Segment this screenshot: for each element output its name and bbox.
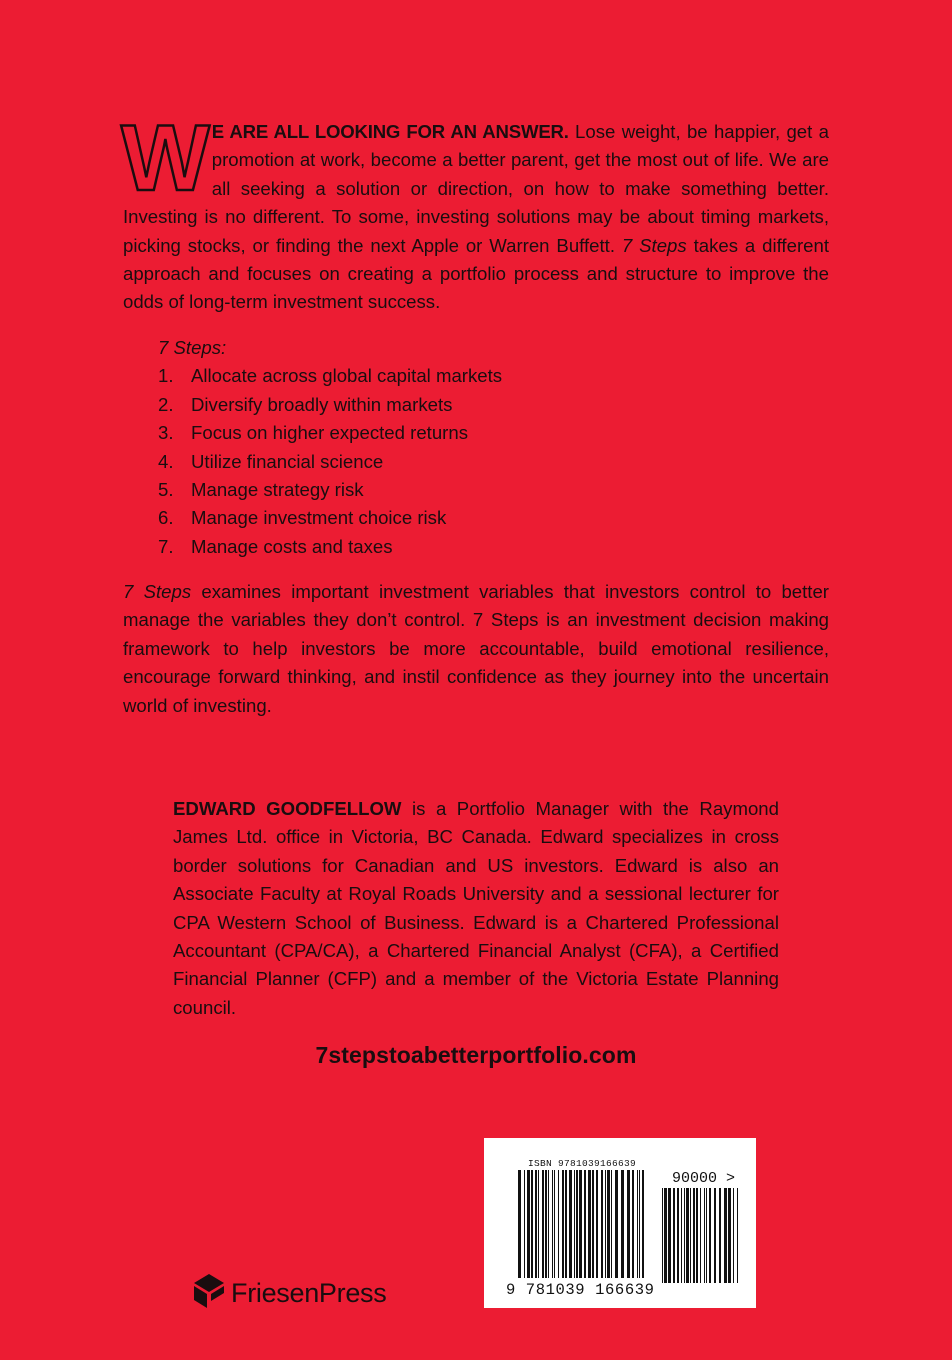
summary-text: examines important investment variables that investors control to better manage the variables they don’t control. 7 Steps is an investment decision making framework to help investors be more accountable, build emotional resilience, encourage forward thinking, and instil confidence as they journey into the uncertain world of investing.: [123, 581, 829, 716]
step-label: Manage investment choice risk: [191, 507, 447, 529]
step-number: 5.: [158, 479, 174, 501]
intro-text-b: takes a different approach and focuses on creating a portfolio process and structure to improve the odds of long-term investment success.: [123, 234, 829, 313]
steps-title: 7 Steps:: [158, 337, 227, 358]
isbn-digits: 9 781039 166639: [506, 1281, 655, 1299]
friesenpress-logo-icon: [193, 1273, 225, 1314]
intro-lead: E ARE ALL LOOKING FOR AN ANSWER.: [211, 121, 569, 142]
author-name: EDWARD GOODFELLOW: [173, 798, 402, 819]
list-item: [158, 504, 658, 532]
step-label: Manage costs and taxes: [191, 535, 393, 557]
step-label: Allocate across global capital markets: [191, 365, 503, 387]
step-number: 3.: [158, 422, 174, 444]
price-code: 90000 >: [672, 1170, 736, 1187]
step-number: 6.: [158, 507, 174, 529]
step-label: Diversify broadly within markets: [191, 393, 453, 415]
list-item: [158, 533, 658, 561]
summary-paragraph: [123, 578, 829, 720]
list-item: [158, 391, 658, 419]
intro-text-a: Lose weight, be happier, get a promotion at work, become a better parent, get the most out of life. We are all seeking a solution or direction, on how to make something better. Investing is no different. To some, investing solutions may be about timing markets, picking stocks, or finding the next Apple or Warren Buffett.: [123, 121, 829, 256]
step-number: 7.: [158, 535, 174, 557]
step-label: Manage strategy risk: [191, 479, 364, 501]
author-bio: [173, 795, 779, 1022]
publisher-logo: [193, 1273, 386, 1314]
list-item: [158, 362, 658, 390]
dropcap-letter: W: [121, 105, 206, 210]
list-item: [158, 448, 658, 476]
step-number: 2.: [158, 393, 174, 415]
author-bio-text: is a Portfolio Manager with the Raymond James Ltd. office in Victoria, BC Canada. Edward specializes in cross border solutions for Canadian and US investors. Edward is also an Associate Faculty at Royal Roads University and a sessional lecturer for CPA Western School of Business. Edward is a Chartered Professional Accountant (CPA/CA), a Chartered Financial Analyst (CFA), a Certified Financial Planner (CFP) and a member of the Victoria Estate Planning council.: [173, 798, 779, 1018]
step-label: Utilize financial science: [191, 450, 384, 472]
intro-paragraph: [121, 105, 829, 317]
list-item: [158, 476, 658, 504]
steps-list-block: [158, 334, 658, 561]
intro-italic-title: 7 Steps: [621, 234, 687, 256]
isbn-barcode: [484, 1138, 756, 1308]
step-label: Focus on higher expected returns: [191, 422, 468, 444]
publisher-name: FriesenPress: [231, 1278, 387, 1308]
summary-italic-title: 7 Steps: [123, 581, 192, 602]
steps-list: [158, 362, 658, 561]
list-item: [158, 419, 658, 447]
step-number: 1.: [158, 365, 174, 387]
isbn-label: ISBN 9781039166639: [528, 1158, 637, 1169]
website-url[interactable]: 7stepstoabetterportfolio.com: [315, 1042, 637, 1068]
step-number: 4.: [158, 450, 174, 472]
